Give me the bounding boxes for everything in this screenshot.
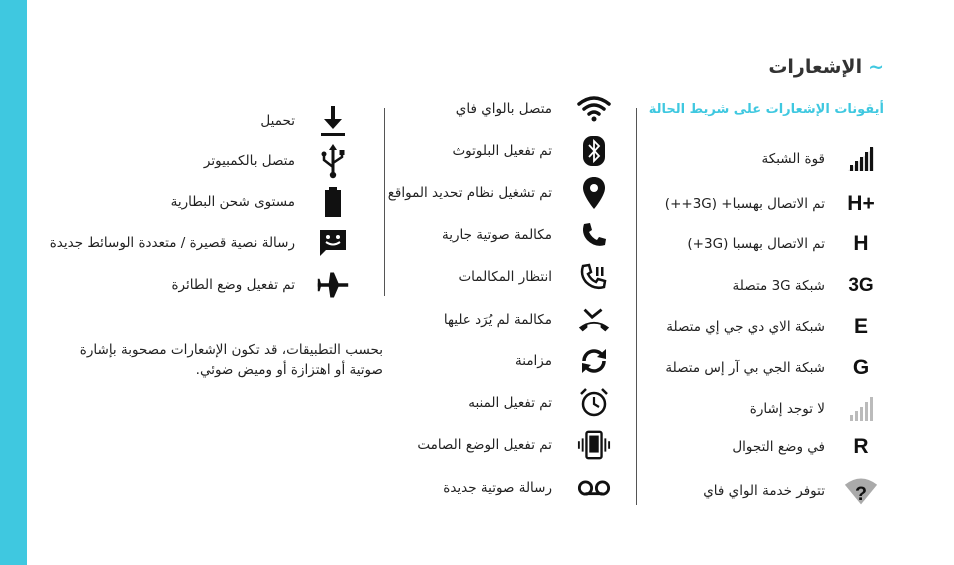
list-item-label: تم تشغيل نظام تحديد المواقع [387, 185, 552, 201]
gprs-icon: G [852, 356, 870, 379]
list-item-label: شبكة الجي بي آر إس متصلة [665, 360, 825, 376]
message-icon [316, 228, 350, 258]
list-item-label: شبكة 3G متصلة [732, 278, 825, 294]
call-hold-icon [577, 262, 611, 292]
edge-icon: E [853, 315, 868, 338]
list-item [650, 394, 890, 424]
list-item-label: تحميل [260, 113, 295, 129]
title-tilde: ~ [868, 56, 884, 78]
column-divider-right [636, 108, 637, 505]
hspa-icon: H [853, 232, 869, 255]
list-item-label: انتظار المكالمات [458, 269, 552, 285]
wifi-available-icon [844, 476, 878, 506]
list-item [650, 229, 890, 259]
phone-call-icon [577, 220, 611, 250]
svg-text:?: ? [854, 482, 868, 505]
list-item-label: شبكة الاي دي جي إي متصلة [666, 319, 825, 335]
list-item [650, 271, 890, 301]
airplane-icon [316, 270, 350, 300]
list-item-label: مستوى شحن البطارية [170, 194, 295, 210]
list-item [650, 432, 890, 462]
location-pin-icon [577, 178, 611, 208]
list-item-label: رسالة صوتية جديدة [443, 480, 552, 496]
list-item [650, 353, 890, 383]
list-item [395, 430, 625, 460]
list-item-label: مزامنة [515, 353, 552, 369]
accent-side-bar [0, 0, 27, 565]
voicemail-icon [577, 473, 611, 503]
usb-icon [316, 146, 350, 176]
list-item-label: تتوفر خدمة الواي فاي [703, 483, 825, 499]
list-item [650, 312, 890, 342]
list-item [50, 270, 370, 300]
column-divider-left [384, 108, 385, 296]
list-item [50, 187, 370, 217]
page-title [768, 56, 884, 78]
wifi-icon [577, 94, 611, 124]
list-item [395, 473, 625, 503]
list-item [650, 189, 890, 219]
list-item [50, 106, 370, 136]
list-item-label: تم تفعيل وضع الطائرة [171, 277, 295, 293]
list-item-label: قوة الشبكة [761, 151, 825, 167]
list-item-label: في وضع التجوال [732, 439, 825, 455]
title-text: الإشعارات [768, 56, 863, 78]
list-item [650, 476, 890, 506]
list-item-label: تم الاتصال بهسبا (3G+) [687, 236, 825, 252]
hplus-plus-icon: H+ [847, 192, 875, 215]
list-item [50, 228, 370, 258]
list-item [395, 388, 625, 418]
alarm-icon [577, 388, 611, 418]
list-item-label: مكالمة لم يُرَد عليها [443, 312, 552, 328]
signal-strength-icon [844, 144, 878, 174]
list-item [395, 94, 625, 124]
list-item-label: تم الاتصال بهسبا+ (3G++) [664, 196, 825, 212]
roaming-icon: R [853, 435, 869, 458]
sync-icon [577, 346, 611, 376]
list-item [395, 305, 625, 335]
bluetooth-icon [577, 136, 611, 166]
list-item-label: رسالة نصية قصيرة / متعددة الوسائط جديدة [49, 235, 295, 251]
list-item-label: مكالمة صوتية جارية [441, 227, 552, 243]
battery-icon [316, 187, 350, 217]
list-item-label: تم تفعيل المنبه [468, 395, 552, 411]
list-item-label: لا توجد إشارة [749, 401, 825, 417]
list-item [50, 146, 370, 176]
missed-call-icon [577, 305, 611, 335]
notification-note: بحسب التطبيقات، قد تكون الإشعارات مصحوبة بإشارة صوتية أو اهتزازة أو وميض ضوئي. [79, 342, 383, 378]
download-icon [316, 106, 350, 136]
vibrate-icon [577, 430, 611, 460]
list-item-label: تم تفعيل البلوتوث [452, 143, 552, 159]
list-item [387, 178, 625, 208]
list-item-label: متصل بالواي فاي [455, 101, 552, 117]
list-item [395, 262, 625, 292]
status-bar-heading: أيقونات الإشعارات على شريط الحالة [648, 102, 884, 117]
list-item [395, 346, 625, 376]
list-item [395, 136, 625, 166]
list-item [395, 220, 625, 250]
no-signal-icon [844, 394, 878, 424]
list-item-label: تم تفعيل الوضع الصامت [417, 437, 552, 453]
list-item [650, 144, 890, 174]
3g-icon: 3G [848, 275, 874, 296]
list-item-label: متصل بالكمبيوتر [203, 153, 295, 169]
